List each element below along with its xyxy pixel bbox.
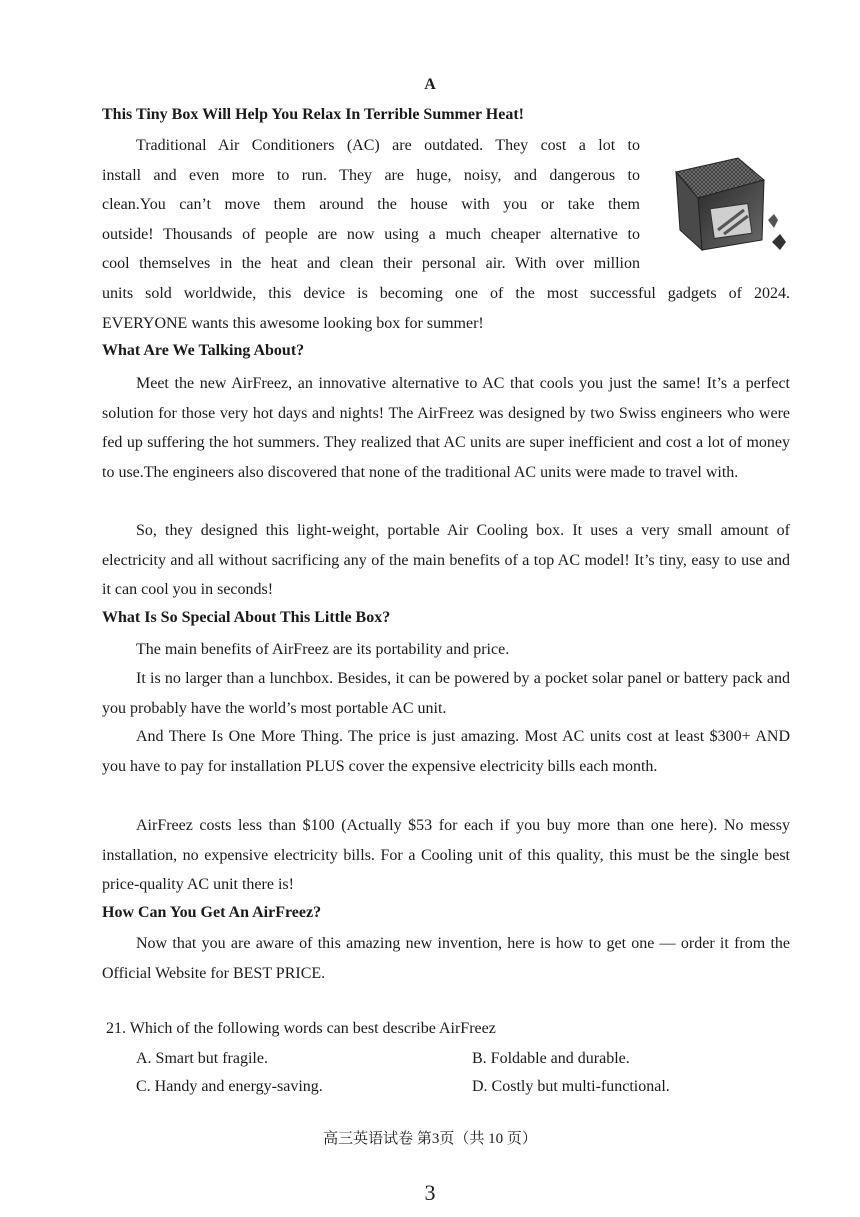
intro-line: units sold worldwide, this device is becoming one of the most successful gadgets of 2024. (102, 284, 790, 302)
option-a: A. Smart but fragile. (136, 1050, 268, 1067)
intro-line: cool themselves in the heat and clean their personal air. With over million (102, 255, 640, 273)
question-stem: 21. Which of the following words can best describe AirFreez (106, 1020, 496, 1037)
paragraph: And There Is One More Thing. The price is just amazing. Most AC units cost at least $300+ AND you have to pay for installation PLUS cover the expensive electricity bills each month. (102, 728, 790, 775)
intro-line: EVERYONE wants this awesome looking box for summer! (102, 314, 484, 332)
passage-title: This Tiny Box Will Help You Relax In Terrible Summer Heat! (102, 106, 524, 123)
heading-how-can-you-get: How Can You Get An AirFreez? (102, 904, 322, 921)
section-letter: A (424, 76, 436, 93)
paragraph: The main benefits of AirFreez are its portability and price. (136, 641, 510, 658)
paragraph: AirFreez costs less than $100 (Actually $53 for each if you buy more than one here). No messy installation, no expensive electricity bills. For a Cooling unit of this quality, this must be the single best price-quality AC unit there is! (102, 817, 790, 894)
airfreez-box-image (668, 150, 790, 260)
paragraph: Now that you are aware of this amazing new invention, here is how to get one — order it from the Official Website for BEST PRICE. (102, 935, 790, 982)
page-number: 3 (424, 1180, 436, 1205)
paragraph: Meet the new AirFreez, an innovative alternative to AC that cools you just the same! It’s a perfect solution for those very hot days and nights! The AirFreez was designed by two Swiss engineers who were fed up suffering the hot summers. They realized that AC units are super inefficient and cost a lot of money to use.The engineers also discovered that none of the traditional AC units were made to travel with. (102, 375, 790, 481)
option-d: D. Costly but multi-functional. (472, 1078, 670, 1095)
intro-line: clean.You can’t move them around the house with you or take them (102, 196, 640, 214)
option-b: B. Foldable and durable. (472, 1050, 630, 1067)
paragraph: So, they designed this light-weight, portable Air Cooling box. It uses a very small amount of electricity and all without sacrificing any of the main benefits of a top AC model! It’s tiny, easy to use and it can cool you in seconds! (102, 522, 790, 599)
page-footer: 高三英语试卷 第3页（共 10 页） (323, 1131, 537, 1147)
intro-line: Traditional Air Conditioners (AC) are outdated. They cost a lot to (136, 137, 640, 154)
intro-line: install and even more to run. They are huge, noisy, and dangerous to (102, 166, 640, 184)
intro-line: outside! Thousands of people are now using a much cheaper alternative to (102, 225, 640, 243)
heading-what-is-so-special: What Is So Special About This Little Box? (102, 609, 391, 626)
heading-what-are-we-talking-about: What Are We Talking About? (102, 342, 305, 359)
option-c: C. Handy and energy-saving. (136, 1078, 323, 1095)
paragraph: It is no larger than a lunchbox. Besides, it can be powered by a pocket solar panel or battery pack and you probably have the world’s most portable AC unit. (102, 670, 790, 717)
